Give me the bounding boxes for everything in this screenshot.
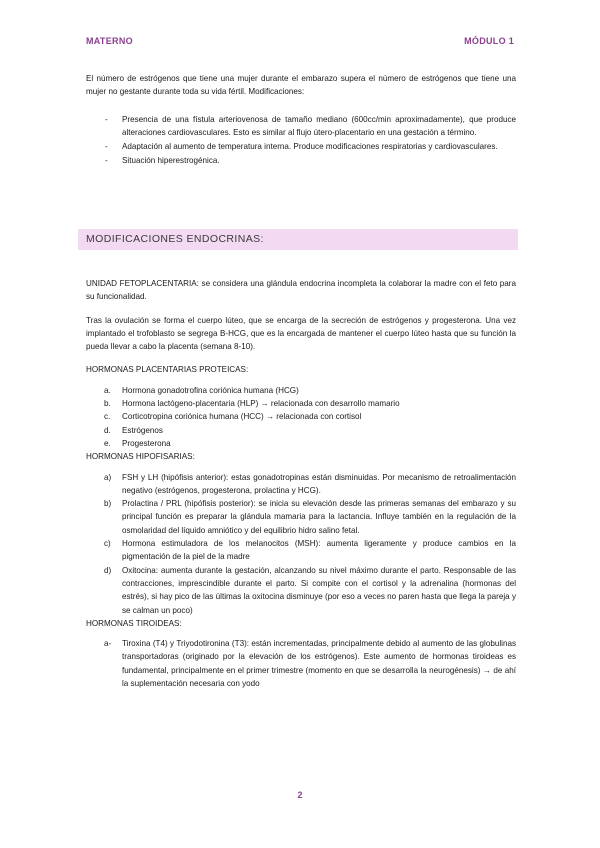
list-item-text: Hormona gonadotrofina coriónica humana (HCG) — [122, 385, 299, 395]
list-item — [86, 471, 516, 498]
list-item — [86, 410, 516, 423]
list-item — [86, 637, 516, 690]
modification-item: - Situación hiperestrogénica. — [86, 154, 516, 167]
page-number: 2 — [297, 790, 303, 800]
unidad-text: se considera una glándula endocrina incompleta la colaborar la madre con el feto para su funcionalidad. — [86, 279, 516, 302]
list-item — [86, 437, 516, 450]
unidad-label: UNIDAD FETOPLACENTARIA: — [86, 279, 199, 288]
list-item-text: Hormona estimuladora de los melanocitos (MSH): aumenta ligeramente y produce cambios en la pigmentación de la piel de la madre — [122, 539, 516, 562]
tiroideas-heading: HORMONAS TIROIDEAS: — [86, 618, 182, 628]
modification-item: - Adaptación al aumento de temperatura interna. Produce modificaciones respiratorias y cardiovasculares. — [86, 140, 516, 153]
hipofisarias-heading: HORMONAS HIPOFISARIAS: — [86, 452, 195, 462]
list-marker: a) — [104, 472, 112, 482]
list-item — [86, 537, 516, 564]
intro-section — [86, 72, 516, 169]
list-marker: a- — [104, 639, 112, 649]
list-item — [86, 384, 516, 397]
list-item-text: Oxitocina: aumenta durante la gestación, alcanzando su nivel máximo durante el parto. Responsable de las contracciones, imprescindible durante el parto. Si compite con el cortisol y la adrenalina (hormonas del estrés), si hay pico de las últimas la oxitocina disminuye (por eso a veces no paren hasta que llega la pareja y se calman un poco) — [122, 565, 516, 615]
unidad-paragraph — [86, 277, 516, 304]
modifications-list — [86, 113, 516, 167]
list-item-text: Hormona lactógeno-placentaria (HLP) → relacionada con desarrollo mamario — [122, 399, 400, 409]
list-item-text: Prolactina / PRL (hipófisis posterior): se inicia su elevación desde las primeras semanas del embarazo y su principal función es preparar la glándula mamaria para la lactancia. Influye también en la regulación de la osmolaridad del líquido amniótico y del equilibrio hidro salino fetal. — [122, 499, 516, 535]
list-item-text: Estrógenos — [122, 425, 163, 435]
list-marker: d) — [104, 565, 112, 575]
list-marker: a. — [104, 385, 111, 395]
list-marker: b) — [104, 499, 112, 509]
list-marker: d. — [104, 425, 111, 435]
tiroideas-list — [86, 637, 516, 690]
endocrine-section — [86, 277, 516, 690]
hipofisarias-list — [86, 471, 516, 617]
list-marker: c) — [104, 539, 111, 549]
list-marker: e. — [104, 438, 111, 448]
list-item-text: Tiroxina (T4) y Triyodotironina (T3): están incrementadas, principalmente debido al aumento de las globulinas transportadoras (originado por la elevación de los estrógenos). Este aumento de hormonas tiroideas es fundamental, principalmente en el primer trimestre (momento en que se desarrolla la neurogénesis) → de ahí la suplementación necesaria con yodo — [122, 639, 516, 689]
list-item — [86, 564, 516, 617]
header-module: MÓDULO 1 — [464, 36, 514, 46]
list-marker: b. — [104, 399, 111, 409]
placentarias-heading: HORMONAS PLACENTARIAS PROTEICAS: — [86, 365, 249, 375]
page-header — [86, 36, 514, 50]
list-item-text: Corticotropina coriónica humana (HCC) → relacionada con cortisol — [122, 412, 362, 422]
list-item-text: Progesterona — [122, 438, 171, 448]
section-banner: MODIFICACIONES ENDOCRINAS: — [78, 229, 518, 250]
header-subject: MATERNO — [86, 36, 133, 46]
list-item — [86, 397, 516, 410]
placentarias-list — [86, 384, 516, 450]
ovulation-paragraph: Tras la ovulación se forma el cuerpo lúteo, que se encarga de la secreción de estrógenos y progesterona. Una vez implantado el trofoblasto se segrega B-HCG, que es la encargada de mantener el cuerpo lúteo hasta que su función la pueda llevar a cabo la placenta (semana 8-10). — [86, 315, 516, 352]
list-item — [86, 497, 516, 537]
list-item-text: FSH y LH (hipófisis anterior): estas gonadotropinas están disminuidas. Por mecanismo de retroalimentación negativo (estrógenos, progesterona, prolactina y HCG). — [122, 472, 516, 495]
modification-item: - Presencia de una fístula arteriovenosa de tamaño mediano (600cc/min aproximadamente), que produce alteraciones cardiovasculares. Esto es similar al flujo útero-placentario en una gestación a término. — [86, 113, 516, 139]
list-item — [86, 424, 516, 437]
intro-paragraph: El número de estrógenos que tiene una mujer durante el embarazo supera el número de estrógenos que tiene una mujer no gestante durante toda su vida fértil. Modificaciones: — [86, 74, 516, 97]
list-marker: c. — [104, 412, 111, 422]
